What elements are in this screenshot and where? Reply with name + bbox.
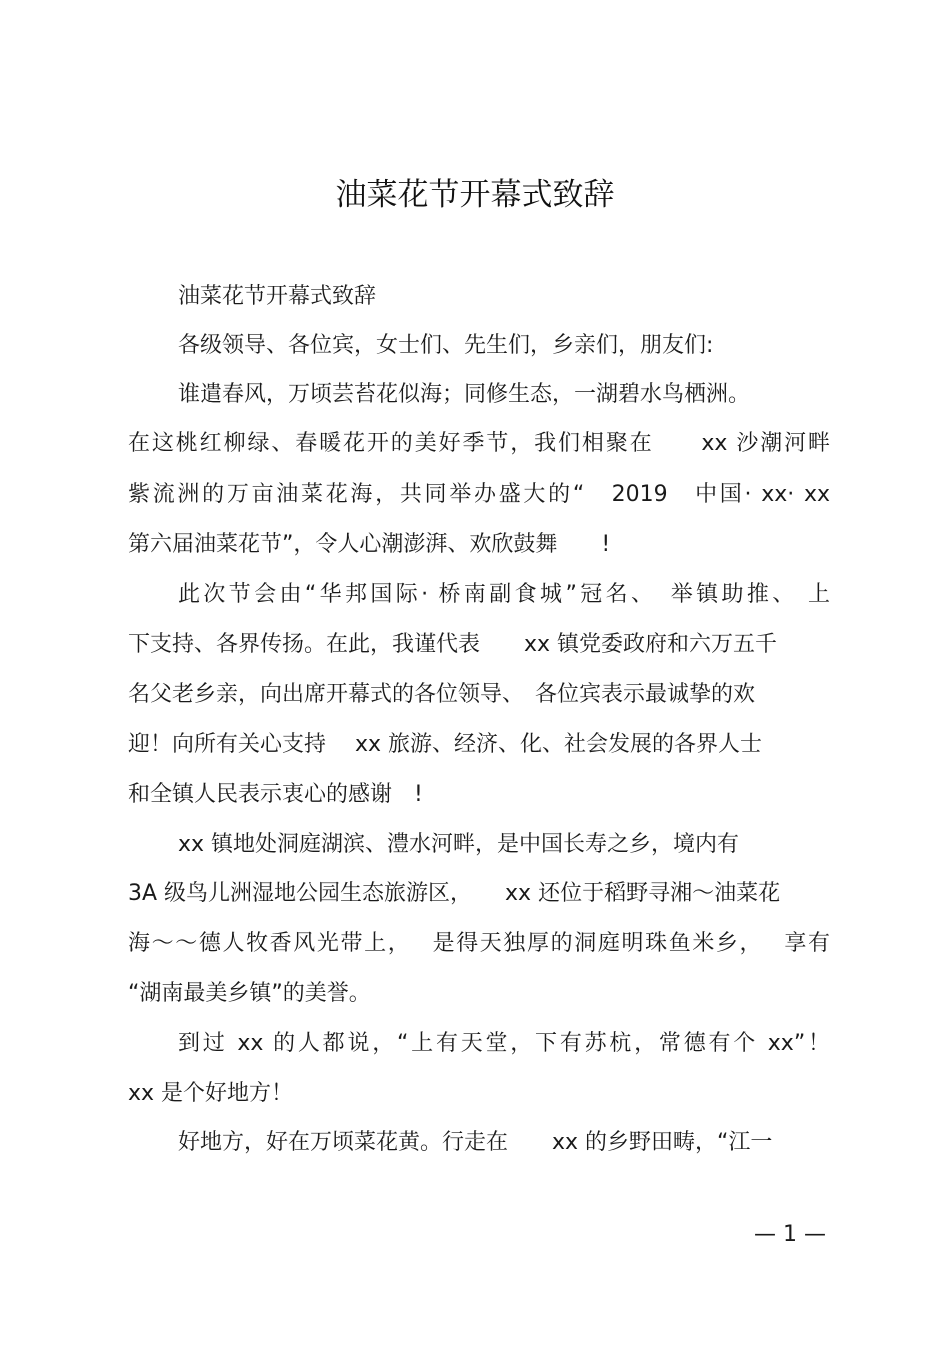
paragraph-line: 到过 xx 的人都说，“上有天堂，下有苏杭，常德有个 xx”！ — [178, 1031, 830, 1056]
paragraph-line: 紫流洲的万亩油菜花海，共同举办盛大的“ 2019 中国· xx· xx — [128, 482, 830, 507]
paragraph-line: 油菜花节开幕式致辞 — [178, 284, 377, 309]
paragraph-line: 好地方，好在万顷菜花黄。行走在 xx 的乡野田畴，“江一 — [178, 1130, 773, 1155]
paragraph-line: xx 是个好地方！ — [128, 1081, 294, 1106]
paragraph-line: 第六届油菜花节”，令人心潮澎湃、欢欣鼓舞 ! — [128, 532, 611, 557]
paragraph-line: 在这桃红柳绿、春暖花开的美好季节，我们相聚在 xx 沙潮河畔 — [128, 431, 830, 456]
paragraph-line: 各级领导、各位宾，女士们、先生们，乡亲们，朋友们: — [178, 333, 714, 358]
page-number: — 1 — — [754, 1222, 826, 1247]
paragraph-line: 谁遣春风，万顷芸苔花似海；同修生态，一湖碧水鸟栖洲。 — [178, 382, 751, 407]
paragraph-line: xx 镇地处洞庭湖滨、澧水河畔，是中国长寿之乡，境内有 — [178, 832, 740, 857]
paragraph-line: 海～～德人牧香风光带上， 是得天独厚的洞庭明珠鱼米乡， 享有 — [128, 931, 830, 956]
paragraph-line: “湖南最美乡镇”的美誉。 — [128, 981, 371, 1006]
document-title: 油菜花节开幕式致辞 — [335, 177, 615, 213]
paragraph-line: 和全镇人民表示衷心的感谢 ! — [128, 782, 423, 807]
paragraph-line: 迎！向所有关心支持 xx 旅游、经济、化、社会发展的各界人士 — [128, 732, 763, 757]
paragraph-line: 名父老乡亲，向出席开幕式的各位领导、 各位宾表示最诚挚的欢 — [128, 682, 756, 707]
paragraph-line: 下支持、各界传扬。在此，我谨代表 xx 镇党委政府和六万五千 — [128, 632, 778, 657]
paragraph-line: 此次节会由“华邦国际· 桥南副食城”冠名、 举镇助推、 上 — [178, 582, 830, 607]
paragraph-line: 3A 级鸟儿洲湿地公园生态旅游区， xx 还位于稻野寻湘～油菜花 — [128, 881, 781, 906]
